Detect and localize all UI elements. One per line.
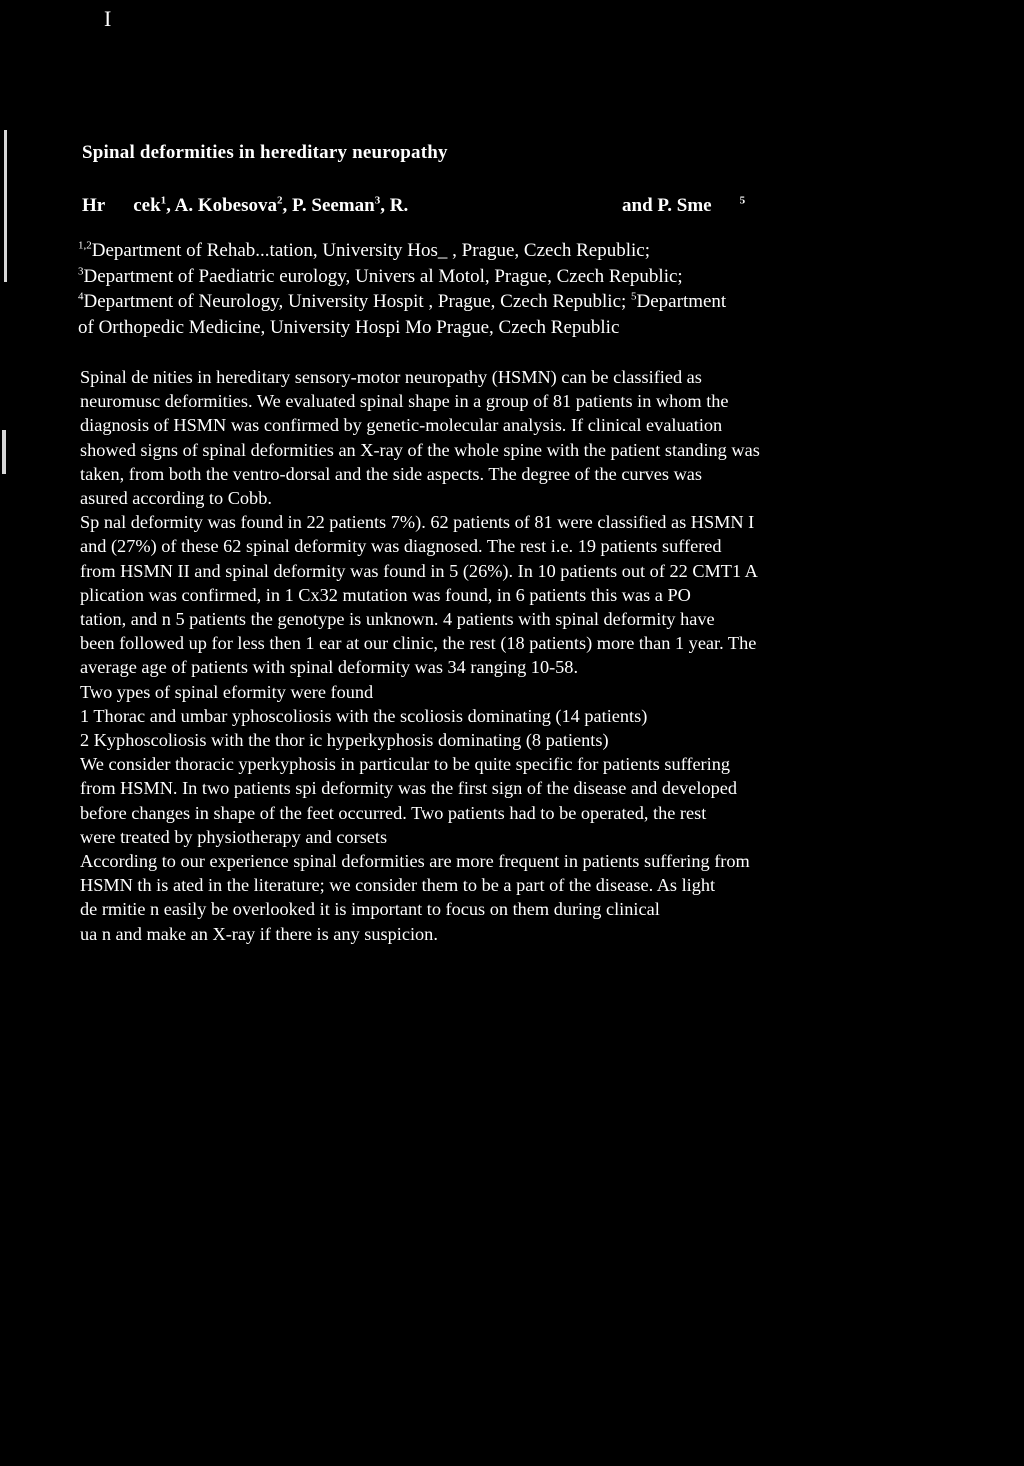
abstract-line: diagnosis of HSMN was confirmed by genetic-molecular analysis. If clinical evaluation [80, 415, 723, 436]
abstract-line: before changes in shape of the feet occurred. Two patients had to be operated, the rest [80, 802, 707, 823]
affiliations [78, 238, 923, 340]
abstract-line: Spinal de nities in hereditary sensory-motor neuropathy (HSMN) can be classified as [80, 367, 702, 387]
paper-title: Spinal deformities in hereditary neuropathy [82, 142, 448, 163]
abstract-line: average age of patients with spinal deformity was 34 ranging 10-58. [80, 657, 579, 678]
abstract-line: from HSMN. In two patients spi deformity was the first sign of the disease and developed [80, 778, 737, 799]
abstract-line: neuromusc deformities. We evaluated spinal shape in a group of 81 patients in whom the [80, 391, 729, 412]
abstract-line: been followed up for less then 1 ear at our clinic, the rest (18 patients) more than 1 year. The [80, 633, 757, 654]
abstract-line: and (27%) of these 62 spinal deformity was diagnosed. The rest i.e. 19 patients suffered [80, 536, 722, 557]
left-edge-mark [2, 430, 6, 474]
abstract-line: were treated by physiotherapy and corsets [80, 826, 388, 847]
affiliation-line: $^3$Department of Paediatric eurology, Univers al Motol, Prague, Czech Republic; [78, 265, 683, 287]
page-mark: I [104, 6, 112, 31]
abstract-body [80, 365, 900, 946]
abstract-line: tation, and n 5 patients the genotype is unknown. 4 patients with spinal deformity have [80, 609, 715, 630]
author-5: and P. Sme $^5$ [622, 194, 746, 216]
abstract-line: Sp nal deformity was found in 22 patients 7%). 62 patients of 81 were classified as HSMN I [80, 512, 755, 533]
abstract-line: 2 Kyphoscoliosis with the thor ic hyperkyphosis dominating (8 patients) [80, 730, 609, 751]
abstract-line: plication was confirmed, in 1 Cx32 mutation was found, in 6 patients this was a PO [80, 584, 691, 605]
author-4: , R. [380, 195, 409, 216]
abstract-line: from HSMN II and spinal deformity was found in 5 (26%). In 10 patients out of 22 CMT1 A [80, 560, 758, 581]
left-edge-rule [4, 130, 7, 282]
affiliation-line: $^{1,2}$Department of Rehab...tation, University Hos_ , Prague, Czech Republic; [78, 239, 651, 261]
abstract-line: de rmitie n easily be overlooked it is important to focus on them during clinical [80, 899, 660, 920]
author-2: , A. Kobesova$^2$ [166, 194, 283, 216]
abstract-line: HSMN th is ated in the literature; we consider them to be a part of the disease. As light [80, 875, 716, 896]
abstract-line: taken, from both the ventro-dorsal and the side aspects. The degree of the curves was [80, 463, 703, 484]
abstract-line: 1 Thorac and umbar yphoscoliosis with the scoliosis dominating (14 patients) [80, 705, 648, 726]
abstract-line: We consider thoracic yperkyphosis in particular to be quite specific for patients suffering [80, 754, 731, 775]
abstract-line: asured according to Cobb. [80, 488, 272, 509]
abstract-line: According to our experience spinal deformities are more frequent in patients suffering from [80, 851, 750, 872]
abstract-line: ua n and make an X-ray if there is any suspicion. [80, 923, 438, 944]
affiliation-line: of Orthopedic Medicine, University Hospi Mo Prague, Czech Republic [78, 316, 620, 338]
affiliation-line: $^4$Department of Neurology, University Hospit , Prague, Czech Republic; $^5$Department [78, 290, 727, 312]
left-edge-tick [4, 262, 6, 274]
abstract-line: showed signs of spinal deformities an X-ray of the whole spine with the patient standing was [80, 439, 760, 460]
author-list [82, 195, 822, 217]
abstract-line: Two ypes of spinal eformity were found [80, 681, 374, 702]
author-3: , P. Seeman$^3$ [282, 194, 381, 216]
author-1: Hr cek$^1$ [82, 194, 167, 216]
